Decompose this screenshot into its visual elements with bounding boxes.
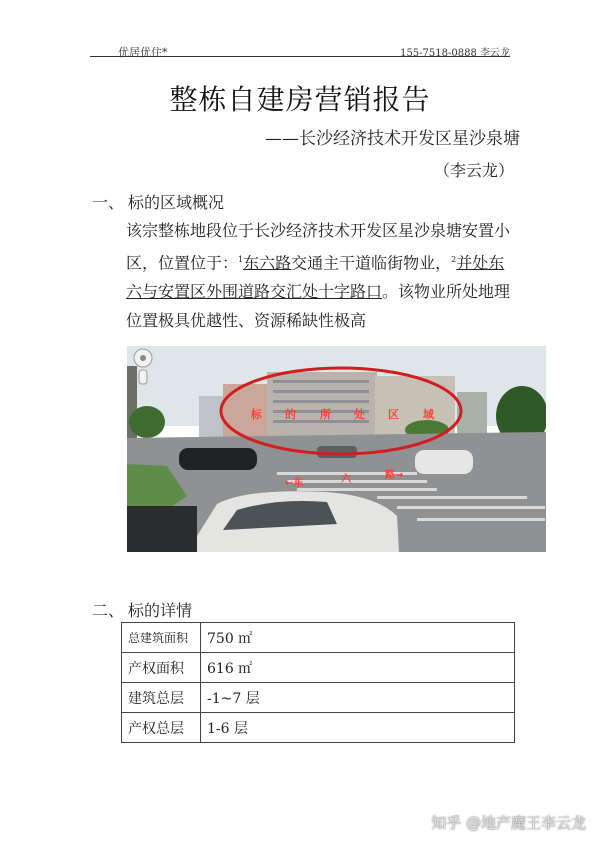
watermark: 知乎 @地产魔王李云龙 (431, 814, 586, 832)
table-row (122, 713, 515, 743)
para-text-b: 交通主干道临街物业， (291, 253, 452, 273)
row-value: 616 ㎡ (201, 653, 515, 683)
street-view-photo (127, 346, 546, 552)
footnote-2: 2 (451, 255, 457, 264)
banner-char-5: 区 (388, 408, 399, 421)
car-black (179, 448, 257, 470)
section2-title: 标的详情 (128, 601, 193, 620)
author: （李云龙） (433, 161, 514, 180)
crossroad-underlined: 并处东六与安置区外围道路交汇处十字路口 (126, 253, 505, 302)
tree-left (129, 406, 165, 438)
table-row (122, 683, 515, 713)
header-divider (90, 56, 510, 57)
banner-char-4: 处 (354, 408, 365, 421)
car-white (415, 450, 473, 474)
row-label: 产权总层 (122, 713, 201, 743)
footnote-1: 1 (238, 255, 244, 264)
row-label: 总建筑面积 (122, 623, 201, 653)
table-row (122, 623, 515, 653)
para-text-c: 。该物业所处地理位置极具优越性、资源稀缺性极高 (126, 282, 511, 331)
row-label: 建筑总层 (122, 683, 201, 713)
road-label-six: 六 (341, 474, 351, 485)
panorama-zoom-icon[interactable] (139, 370, 147, 384)
row-value: -1~7 层 (201, 683, 515, 713)
car-far (317, 446, 357, 458)
section1-paragraph (126, 216, 518, 335)
section2-number: 二、 (92, 601, 125, 620)
road-label-road: 路→ (385, 470, 404, 481)
header-right: 155-7518-0888 李云龙 (400, 48, 510, 59)
panorama-nav-center (140, 355, 146, 361)
banner-char-3: 所 (320, 408, 331, 421)
banner-char-6: 域 (423, 408, 434, 421)
banner-char-2: 的 (285, 408, 296, 421)
road-label-east: ←东 (285, 478, 304, 489)
row-value: 1-6 层 (201, 713, 515, 743)
page-title: 整栋自建房营销报告 (169, 83, 431, 116)
para-text-a: 该宗整栋地段位于长沙经济技术开发区星沙泉塘安置小区，位置位于： (126, 221, 511, 273)
banner-char-1: 标 (251, 408, 262, 421)
header-left: 优居优住* (118, 46, 168, 59)
row-value: 750 ㎡ (201, 623, 515, 653)
car-bottom-left (127, 506, 197, 552)
road-name-underlined: 东六路 (243, 253, 292, 273)
section1-number: 一、 (92, 193, 125, 212)
details-table (121, 622, 515, 743)
page-subtitle: ——长沙经济技术开发区星沙泉塘 (265, 129, 520, 149)
table-row (122, 653, 515, 683)
section1-title: 标的区域概况 (128, 193, 225, 212)
row-label: 产权面积 (122, 653, 201, 683)
